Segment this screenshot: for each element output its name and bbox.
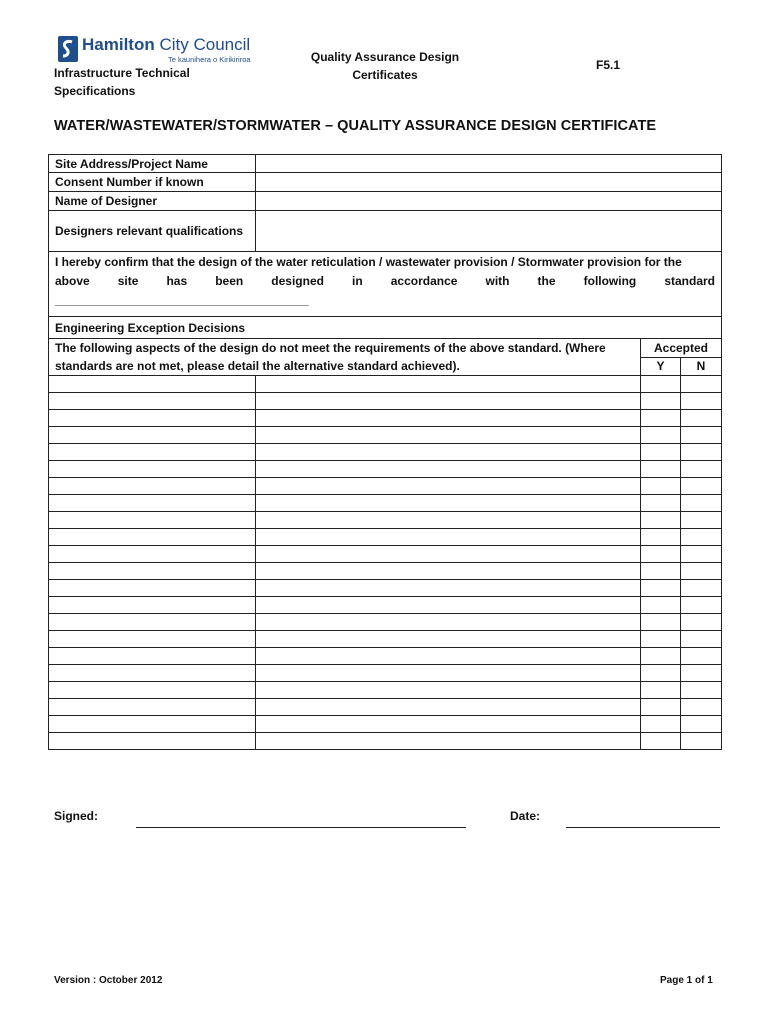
certificate-table <box>48 154 722 750</box>
accepted-no-cell[interactable] <box>681 427 722 444</box>
exception-alternative-cell[interactable] <box>256 733 641 750</box>
consent-number-field[interactable] <box>256 173 722 192</box>
confirmation-row <box>49 252 722 317</box>
exception-alternative-cell[interactable] <box>256 512 641 529</box>
exception-alternative-cell[interactable] <box>256 580 641 597</box>
accepted-no-cell[interactable] <box>681 614 722 631</box>
exception-heading-row <box>49 317 722 339</box>
series-line-2: Specifications <box>54 84 136 98</box>
accepted-yes-cell[interactable] <box>641 529 681 546</box>
exception-aspect-cell[interactable] <box>49 563 256 580</box>
consent-number-row <box>49 173 722 192</box>
accepted-no-cell[interactable] <box>681 716 722 733</box>
exception-alternative-cell[interactable] <box>256 478 641 495</box>
qualifications-field[interactable] <box>256 211 722 252</box>
exception-intro-line-2: standards are not met, please detail the alternative standard achieved). <box>55 359 460 373</box>
exception-aspect-cell[interactable] <box>49 444 256 461</box>
accepted-no-cell[interactable] <box>681 648 722 665</box>
exception-intro-line-1: The following aspects of the design do not meet the requirements of the above standard. (Where <box>55 341 606 355</box>
exception-row <box>49 444 722 461</box>
designer-name-label: Name of Designer <box>49 192 256 211</box>
accepted-no-cell[interactable] <box>681 733 722 750</box>
exception-row <box>49 665 722 682</box>
accepted-no-cell[interactable] <box>681 665 722 682</box>
exception-alternative-cell[interactable] <box>256 614 641 631</box>
exception-row <box>49 682 722 699</box>
exception-alternative-cell[interactable] <box>256 529 641 546</box>
category-line-2: Certificates <box>352 68 418 82</box>
accepted-yes-cell[interactable] <box>641 682 681 699</box>
qualifications-row <box>49 211 722 252</box>
exception-row <box>49 546 722 563</box>
exception-alternative-cell[interactable] <box>256 665 641 682</box>
accepted-yes-cell[interactable] <box>641 699 681 716</box>
accepted-yes-cell[interactable] <box>641 546 681 563</box>
exception-aspect-cell[interactable] <box>49 648 256 665</box>
exception-aspect-cell[interactable] <box>49 733 256 750</box>
exception-row <box>49 393 722 410</box>
exception-alternative-cell[interactable] <box>256 461 641 478</box>
accepted-no-cell[interactable] <box>681 478 722 495</box>
exception-row <box>49 631 722 648</box>
accepted-no-header: N <box>681 357 722 376</box>
exception-row <box>49 427 722 444</box>
exception-alternative-cell[interactable] <box>256 563 641 580</box>
signed-label: Signed: <box>54 809 98 823</box>
form-code: F5.1 <box>596 58 621 72</box>
exception-aspect-cell[interactable] <box>49 665 256 682</box>
accepted-no-cell[interactable] <box>681 546 722 563</box>
exception-aspect-cell[interactable] <box>49 580 256 597</box>
exception-row <box>49 461 722 478</box>
exception-alternative-cell[interactable] <box>256 716 641 733</box>
signature-line[interactable] <box>136 827 466 828</box>
accepted-yes-cell[interactable] <box>641 631 681 648</box>
accepted-no-cell[interactable] <box>681 682 722 699</box>
accepted-yes-cell[interactable] <box>641 376 681 393</box>
consent-number-label: Consent Number if known <box>49 173 256 192</box>
exception-row <box>49 648 722 665</box>
accepted-no-cell[interactable] <box>681 580 722 597</box>
confirmation-line-2: above site has been designed in accordance with the following standard ______________________________________ <box>55 274 716 307</box>
exception-alternative-cell[interactable] <box>256 546 641 563</box>
exception-alternative-cell[interactable] <box>256 444 641 461</box>
exception-aspect-cell[interactable] <box>49 597 256 614</box>
accepted-yes-cell[interactable] <box>641 427 681 444</box>
exception-row <box>49 478 722 495</box>
exception-row <box>49 699 722 716</box>
logo-wordmark: Hamilton City Council <box>82 35 251 54</box>
exception-aspect-cell[interactable] <box>49 529 256 546</box>
document-series <box>54 64 244 100</box>
qualifications-label: Designers relevant qualifications <box>49 211 256 252</box>
page-number: Page 1 of 1 <box>660 975 713 986</box>
series-line-1: Infrastructure Technical <box>54 66 190 80</box>
exception-intro <box>49 339 641 376</box>
exception-aspect-cell[interactable] <box>49 614 256 631</box>
accepted-yes-cell[interactable] <box>641 614 681 631</box>
certificate-form <box>48 154 721 750</box>
exception-row <box>49 614 722 631</box>
accepted-yes-cell[interactable] <box>641 512 681 529</box>
designer-name-row <box>49 192 722 211</box>
exception-alternative-cell[interactable] <box>256 699 641 716</box>
exception-heading: Engineering Exception Decisions <box>49 317 722 339</box>
accepted-no-cell[interactable] <box>681 529 722 546</box>
accepted-yes-cell[interactable] <box>641 410 681 427</box>
site-address-label: Site Address/Project Name <box>49 155 256 173</box>
exception-row <box>49 376 722 393</box>
date-label: Date: <box>510 809 541 823</box>
accepted-yes-cell[interactable] <box>641 733 681 750</box>
exception-alternative-cell[interactable] <box>256 393 641 410</box>
exception-row <box>49 563 722 580</box>
exception-aspect-cell[interactable] <box>49 699 256 716</box>
page-title: WATER/WASTEWATER/STORMWATER – QUALITY ASSURANCE DESIGN CERTIFICATE <box>54 118 657 134</box>
category-line-1: Quality Assurance Design <box>310 50 460 64</box>
exception-intro-row-1 <box>49 339 722 358</box>
exception-row <box>49 716 722 733</box>
accepted-header: Accepted <box>641 339 722 358</box>
accepted-no-cell[interactable] <box>681 461 722 478</box>
exception-aspect-cell[interactable] <box>49 393 256 410</box>
exception-aspect-cell[interactable] <box>49 682 256 699</box>
exception-alternative-cell[interactable] <box>256 495 641 512</box>
accepted-yes-cell[interactable] <box>641 444 681 461</box>
accepted-no-cell[interactable] <box>681 563 722 580</box>
exception-aspect-cell[interactable] <box>49 631 256 648</box>
accepted-yes-cell[interactable] <box>641 580 681 597</box>
designer-name-field[interactable] <box>256 192 722 211</box>
accepted-no-cell[interactable] <box>681 376 722 393</box>
confirmation-statement[interactable] <box>49 252 722 317</box>
exception-row <box>49 580 722 597</box>
confirmation-line-1: I hereby confirm that the design of the water reticulation / wastewater provision / Stormwater provision for the <box>55 255 682 269</box>
accepted-no-cell[interactable] <box>681 597 722 614</box>
exception-alternative-cell[interactable] <box>256 682 641 699</box>
exception-alternative-cell[interactable] <box>256 410 641 427</box>
accepted-no-cell[interactable] <box>681 444 722 461</box>
exception-alternative-cell[interactable] <box>256 631 641 648</box>
exception-alternative-cell[interactable] <box>256 648 641 665</box>
accepted-yes-cell[interactable] <box>641 665 681 682</box>
exception-aspect-cell[interactable] <box>49 495 256 512</box>
accepted-no-cell[interactable] <box>681 631 722 648</box>
exception-aspect-cell[interactable] <box>49 512 256 529</box>
accepted-no-cell[interactable] <box>681 410 722 427</box>
logo-tagline: Te kaunihera o Kirikiriroa <box>168 55 251 64</box>
accepted-no-cell[interactable] <box>681 495 722 512</box>
exception-aspect-cell[interactable] <box>49 410 256 427</box>
accepted-yes-cell[interactable] <box>641 461 681 478</box>
exception-aspect-cell[interactable] <box>49 376 256 393</box>
accepted-yes-cell[interactable] <box>641 597 681 614</box>
exception-aspect-cell[interactable] <box>49 478 256 495</box>
accepted-yes-cell[interactable] <box>641 716 681 733</box>
date-line[interactable] <box>566 827 720 828</box>
accepted-no-cell[interactable] <box>681 393 722 410</box>
accepted-yes-cell[interactable] <box>641 563 681 580</box>
exception-row <box>49 597 722 614</box>
exception-row <box>49 529 722 546</box>
exception-alternative-cell[interactable] <box>256 427 641 444</box>
hamilton-city-council-logo <box>58 36 258 66</box>
exception-row <box>49 512 722 529</box>
document-category <box>300 48 470 84</box>
accepted-yes-cell[interactable] <box>641 393 681 410</box>
council-logo-icon <box>58 36 78 62</box>
site-address-field[interactable] <box>256 155 722 173</box>
exception-alternative-cell[interactable] <box>256 376 641 393</box>
exception-aspect-cell[interactable] <box>49 461 256 478</box>
accepted-yes-cell[interactable] <box>641 478 681 495</box>
accepted-yes-header: Y <box>641 357 681 376</box>
accepted-yes-cell[interactable] <box>641 648 681 665</box>
exception-aspect-cell[interactable] <box>49 716 256 733</box>
accepted-no-cell[interactable] <box>681 699 722 716</box>
exception-row <box>49 495 722 512</box>
site-address-row <box>49 155 722 173</box>
exception-row <box>49 410 722 427</box>
exception-aspect-cell[interactable] <box>49 546 256 563</box>
exception-alternative-cell[interactable] <box>256 597 641 614</box>
accepted-yes-cell[interactable] <box>641 495 681 512</box>
exception-aspect-cell[interactable] <box>49 427 256 444</box>
exception-row <box>49 733 722 750</box>
accepted-no-cell[interactable] <box>681 512 722 529</box>
version-text: Version : October 2012 <box>54 975 163 986</box>
